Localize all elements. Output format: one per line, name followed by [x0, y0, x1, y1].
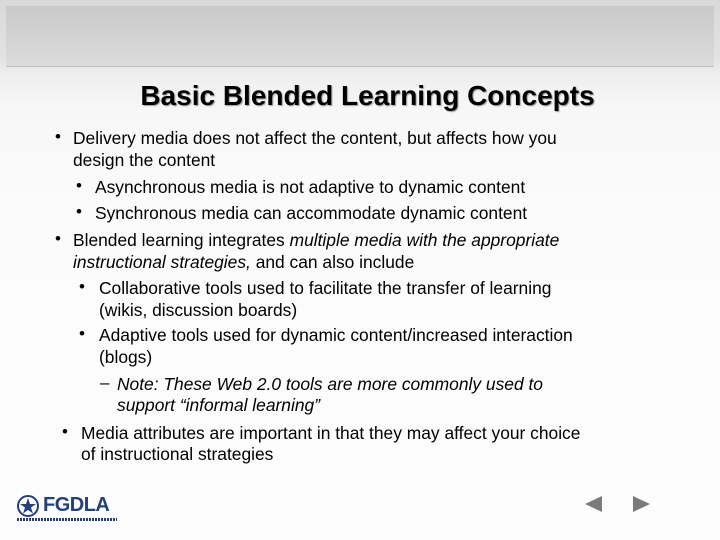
next-slide-button[interactable]: [632, 494, 652, 514]
logo-tagline-strip: [17, 518, 117, 521]
sub-bullet-4-marker: •: [79, 324, 85, 343]
bullet-3-line-2: of instructional strategies: [81, 444, 274, 464]
sub-bullet-asynchronous: Asynchronous media is not adaptive to dynamic content: [95, 177, 526, 197]
bullet-3-marker: •: [62, 422, 68, 441]
note-line-2: support “informal learning”: [117, 395, 320, 415]
sub-bullet-collaborative-line-1: Collaborative tools used to facilitate the transfer of learning: [99, 278, 552, 298]
star-seal-icon: [17, 494, 39, 518]
note-line-1: Note: These Web 2.0 tools are more commonly used to: [117, 374, 543, 394]
bullet-1-marker: •: [55, 127, 61, 146]
triangle-left-icon: [583, 494, 603, 514]
bullet-2-line-1-italic: multiple media with the appropriate: [289, 230, 560, 250]
sub-bullet-2-marker: •: [76, 202, 82, 221]
note-dash-marker: –: [100, 373, 110, 392]
sub-bullet-adaptive-line-2: (blogs): [99, 347, 153, 367]
bullet-2-line-2-plain: and can also include: [250, 252, 415, 272]
bullet-2-line-2-italic: instructional strategies,: [73, 252, 251, 272]
sub-bullet-synchronous: Synchronous media can accommodate dynamic content: [95, 203, 528, 223]
sub-bullet-adaptive-line-1: Adaptive tools used for dynamic content/increased interaction: [99, 325, 573, 345]
logo-text: FGDLA: [43, 494, 110, 516]
bullet-3-line-1: Media attributes are important in that they may affect your choice: [81, 423, 581, 443]
fgdla-logo: [17, 492, 117, 524]
bullet-2-line-2: [73, 251, 414, 273]
slide-title: Basic Blended Learning Concepts: [140, 80, 595, 111]
sub-bullet-1-marker: •: [76, 176, 82, 195]
bullet-2-marker: •: [55, 229, 61, 248]
sub-bullet-collaborative-line-2: (wikis, discussion boards): [99, 300, 298, 320]
bullet-1-line-2: design the content: [73, 150, 216, 170]
bullet-1-line-1: Delivery media does not affect the content, but affects how you: [73, 128, 557, 148]
bullet-2-line-1: [73, 229, 559, 251]
triangle-right-icon: [632, 494, 652, 514]
bullet-2-line-1-plain: Blended learning integrates: [73, 230, 290, 250]
sub-bullet-3-marker: •: [79, 277, 85, 296]
previous-slide-button[interactable]: [583, 494, 603, 514]
